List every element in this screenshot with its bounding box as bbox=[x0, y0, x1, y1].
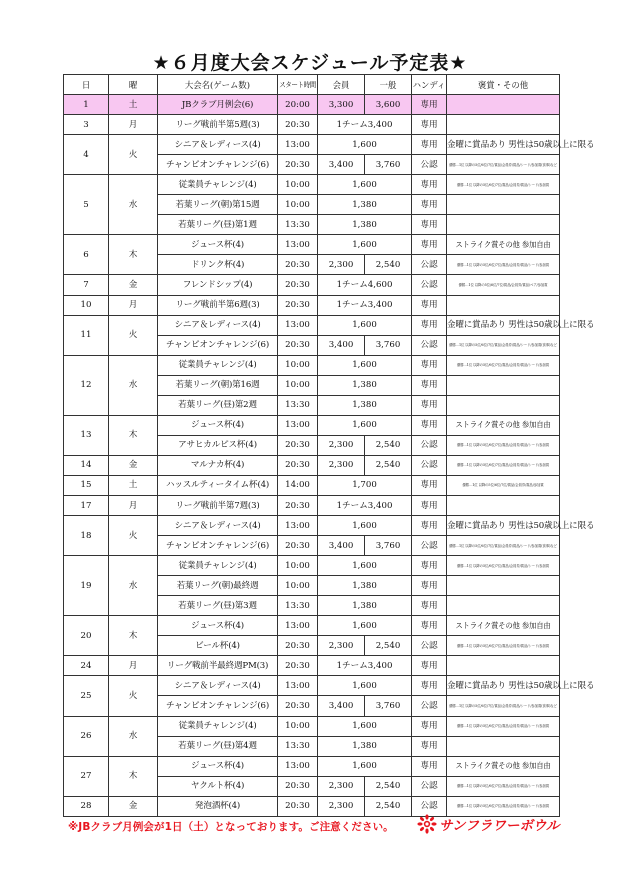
header-general-fee: 一般 bbox=[365, 75, 412, 95]
table-row bbox=[64, 516, 560, 536]
day-cell: 14 bbox=[64, 455, 109, 475]
prize-note-cell: 優勝…1位 以降の5位/6位/7位/賞品/会員券/賞品/シード/参加賞(食事)など bbox=[447, 696, 560, 716]
weekday-cell: 金 bbox=[109, 275, 158, 295]
fee-cell: 1,600 bbox=[318, 756, 412, 776]
header-weekday: 曜 bbox=[109, 75, 158, 95]
prize-note-cell: 金曜に賞品あり 男性は50歳以上に限る bbox=[447, 516, 560, 536]
event-name-cell: シニア＆レディース(4) bbox=[158, 676, 278, 696]
prize-note-cell bbox=[447, 656, 560, 676]
handicap-cell: 専用 bbox=[412, 495, 447, 515]
start-time-cell: 20:30 bbox=[278, 455, 318, 475]
event-name-cell: 従業員チャレンジ(4) bbox=[158, 355, 278, 375]
prize-note-cell: 金曜に賞品あり 男性は50歳以上に限る bbox=[447, 135, 560, 155]
handicap-cell: 専用 bbox=[412, 475, 447, 495]
handicap-cell: 専用 bbox=[412, 295, 447, 315]
handicap-cell: 専用 bbox=[412, 395, 447, 415]
day-cell: 20 bbox=[64, 616, 109, 656]
handicap-cell: 専用 bbox=[412, 656, 447, 676]
day-cell: 1 bbox=[64, 95, 109, 115]
handicap-cell: 専用 bbox=[412, 756, 447, 776]
handicap-cell: 専用 bbox=[412, 415, 447, 435]
team-fee-cell: 1チーム3,400 bbox=[318, 656, 412, 676]
table-row bbox=[64, 616, 560, 636]
member-fee-cell: 2,300 bbox=[318, 776, 365, 796]
start-time-cell: 20:30 bbox=[278, 696, 318, 716]
handicap-cell: 公認 bbox=[412, 155, 447, 175]
start-time-cell: 20:30 bbox=[278, 796, 318, 816]
start-time-cell: 13:30 bbox=[278, 395, 318, 415]
event-name-cell: 若葉リーグ(朝)最終週 bbox=[158, 576, 278, 596]
prize-note-cell: 優勝…1位 以降の5位/6位/7位/賞品/会員券/賞品/シード/参加賞 bbox=[447, 716, 560, 736]
handicap-cell: 専用 bbox=[412, 115, 447, 135]
day-cell: 4 bbox=[64, 135, 109, 175]
day-cell: 12 bbox=[64, 355, 109, 415]
member-fee-cell: 3,400 bbox=[318, 696, 365, 716]
start-time-cell: 13:30 bbox=[278, 736, 318, 756]
general-fee-cell: 2,540 bbox=[365, 455, 412, 475]
weekday-cell: 火 bbox=[109, 135, 158, 175]
start-time-cell: 13:00 bbox=[278, 616, 318, 636]
event-name-cell: チャンピオンチャレンジ(6) bbox=[158, 696, 278, 716]
prize-note-cell bbox=[447, 395, 560, 415]
day-cell: 3 bbox=[64, 115, 109, 135]
prize-note-cell bbox=[447, 576, 560, 596]
handicap-cell: 専用 bbox=[412, 736, 447, 756]
day-cell: 28 bbox=[64, 796, 109, 816]
day-cell: 25 bbox=[64, 676, 109, 716]
event-name-cell: ドリンク杯(4) bbox=[158, 255, 278, 275]
fee-cell: 1,600 bbox=[318, 716, 412, 736]
fee-cell: 1,700 bbox=[318, 475, 412, 495]
weekday-cell: 火 bbox=[109, 676, 158, 716]
weekday-cell: 木 bbox=[109, 616, 158, 656]
brand-name: サンフラワーボウル bbox=[439, 818, 560, 834]
prize-note-cell bbox=[447, 375, 560, 395]
handicap-cell: 専用 bbox=[412, 95, 447, 115]
general-fee-cell: 2,540 bbox=[365, 636, 412, 656]
start-time-cell: 13:00 bbox=[278, 415, 318, 435]
handicap-cell: 専用 bbox=[412, 235, 447, 255]
weekday-cell: 木 bbox=[109, 756, 158, 796]
fee-cell: 1,600 bbox=[318, 676, 412, 696]
event-name-cell: 若葉リーグ(昼)第4週 bbox=[158, 736, 278, 756]
weekday-cell: 火 bbox=[109, 516, 158, 556]
handicap-cell: 専用 bbox=[412, 516, 447, 536]
fee-cell: 1,380 bbox=[318, 395, 412, 415]
fee-cell: 1,600 bbox=[318, 315, 412, 335]
start-time-cell: 13:00 bbox=[278, 135, 318, 155]
event-name-cell: チャンピオンチャレンジ(6) bbox=[158, 155, 278, 175]
table-row bbox=[64, 295, 560, 315]
member-fee-cell: 2,300 bbox=[318, 796, 365, 816]
table-row bbox=[64, 556, 560, 576]
general-fee-cell: 3,600 bbox=[365, 95, 412, 115]
weekday-cell: 水 bbox=[109, 716, 158, 756]
footer-notice: ※JBクラブ月例会が1日（土）となっております。ご注意ください。 bbox=[68, 821, 394, 833]
prize-note-cell: 優勝…1位 以降の5位/6位/7位/賞品/会員券/賞品/シード/参加賞 bbox=[447, 355, 560, 375]
start-time-cell: 20:30 bbox=[278, 776, 318, 796]
day-cell: 15 bbox=[64, 475, 109, 495]
start-time-cell: 10:00 bbox=[278, 375, 318, 395]
prize-note-cell: 優勝…1位 以降の5位/6位/7位/賞品/会員券/賞品/シード/参加賞 bbox=[447, 796, 560, 816]
member-fee-cell: 2,300 bbox=[318, 435, 365, 455]
start-time-cell: 13:30 bbox=[278, 596, 318, 616]
table-row bbox=[64, 495, 560, 515]
day-cell: 11 bbox=[64, 315, 109, 355]
start-time-cell: 13:30 bbox=[278, 215, 318, 235]
team-fee-cell: 1チーム3,400 bbox=[318, 495, 412, 515]
prize-note-cell: ストライク賞その他 参加自由 bbox=[447, 235, 560, 255]
member-fee-cell: 2,300 bbox=[318, 455, 365, 475]
event-name-cell: リーグ戦前半最終週PM(3) bbox=[158, 656, 278, 676]
weekday-cell: 木 bbox=[109, 235, 158, 275]
start-time-cell: 10:00 bbox=[278, 556, 318, 576]
handicap-cell: 専用 bbox=[412, 315, 447, 335]
day-cell: 5 bbox=[64, 175, 109, 235]
start-time-cell: 20:30 bbox=[278, 495, 318, 515]
handicap-cell: 公認 bbox=[412, 455, 447, 475]
prize-note-cell bbox=[447, 95, 560, 115]
handicap-cell: 専用 bbox=[412, 676, 447, 696]
start-time-cell: 13:00 bbox=[278, 756, 318, 776]
fee-cell: 1,380 bbox=[318, 215, 412, 235]
header-member-fee: 会員 bbox=[318, 75, 365, 95]
event-name-cell: 若葉リーグ(昼)第3週 bbox=[158, 596, 278, 616]
table-row bbox=[64, 115, 560, 135]
day-cell: 19 bbox=[64, 556, 109, 616]
start-time-cell: 20:30 bbox=[278, 155, 318, 175]
brand-logo bbox=[417, 812, 559, 836]
day-cell: 27 bbox=[64, 756, 109, 796]
fee-cell: 1,600 bbox=[318, 355, 412, 375]
handicap-cell: 専用 bbox=[412, 195, 447, 215]
event-name-cell: ジュース杯(4) bbox=[158, 756, 278, 776]
event-name-cell: 従業員チャレンジ(4) bbox=[158, 175, 278, 195]
sunflower-icon bbox=[417, 814, 437, 834]
fee-cell: 1,380 bbox=[318, 596, 412, 616]
schedule-body bbox=[64, 95, 595, 817]
prize-note-cell: 優勝…1位 以降の5位/6位/7位/賞品/会員券/賞品/ペア/参加賞 bbox=[447, 275, 560, 295]
day-cell: 18 bbox=[64, 516, 109, 556]
event-name-cell: ビール杯(4) bbox=[158, 636, 278, 656]
event-name-cell: チャンピオンチャレンジ(6) bbox=[158, 335, 278, 355]
event-name-cell: 若葉リーグ(朝)第16週 bbox=[158, 375, 278, 395]
table-row bbox=[64, 235, 560, 255]
fee-cell: 1,600 bbox=[318, 135, 412, 155]
schedule-table bbox=[63, 74, 595, 817]
header-prizes: 褒賞・その他 bbox=[447, 75, 560, 95]
prize-note-cell: ストライク賞その他 参加自由 bbox=[447, 616, 560, 636]
prize-note-cell: ストライク賞その他 参加自由 bbox=[447, 756, 560, 776]
team-fee-cell: 1チーム3,400 bbox=[318, 295, 412, 315]
handicap-cell: 専用 bbox=[412, 576, 447, 596]
event-name-cell: 若葉リーグ(朝)第15週 bbox=[158, 195, 278, 215]
event-name-cell: リーグ戦前半第5週(3) bbox=[158, 115, 278, 135]
start-time-cell: 20:30 bbox=[278, 295, 318, 315]
event-name-cell: 若葉リーグ(昼)第1週 bbox=[158, 215, 278, 235]
day-cell: 10 bbox=[64, 295, 109, 315]
day-cell: 13 bbox=[64, 415, 109, 455]
day-cell: 6 bbox=[64, 235, 109, 275]
start-time-cell: 20:30 bbox=[278, 636, 318, 656]
table-row bbox=[64, 175, 560, 195]
prize-note-cell: 優勝…1位 以降の5位/6位/7位/賞品/会員券/賞品/シード/参加賞 bbox=[447, 556, 560, 576]
weekday-cell: 金 bbox=[109, 455, 158, 475]
handicap-cell: 専用 bbox=[412, 716, 447, 736]
page-title: ★６月度大会スケジュール予定表★ bbox=[152, 52, 468, 74]
member-fee-cell: 3,400 bbox=[318, 155, 365, 175]
prize-note-cell bbox=[447, 295, 560, 315]
weekday-cell: 水 bbox=[109, 355, 158, 415]
prize-note-cell: 優勝…1位 以降の5位/6位/7位/賞品/会員券/賞品/シード/参加賞 bbox=[447, 455, 560, 475]
start-time-cell: 20:30 bbox=[278, 656, 318, 676]
table-row bbox=[64, 756, 560, 776]
prize-note-cell bbox=[447, 115, 560, 135]
prize-note-cell: 優勝…1位 以降の5位/6位/7位/賞品/会員券/賞品/シード/参加賞 bbox=[447, 255, 560, 275]
handicap-cell: 専用 bbox=[412, 616, 447, 636]
start-time-cell: 10:00 bbox=[278, 716, 318, 736]
event-name-cell: 従業員チャレンジ(4) bbox=[158, 716, 278, 736]
fee-cell: 1,600 bbox=[318, 415, 412, 435]
start-time-cell: 20:30 bbox=[278, 115, 318, 135]
event-name-cell: リーグ戦前半第7週(3) bbox=[158, 495, 278, 515]
general-fee-cell: 2,540 bbox=[365, 255, 412, 275]
start-time-cell: 10:00 bbox=[278, 355, 318, 375]
start-time-cell: 10:00 bbox=[278, 195, 318, 215]
handicap-cell: 専用 bbox=[412, 175, 447, 195]
weekday-cell: 月 bbox=[109, 495, 158, 515]
table-row bbox=[64, 415, 560, 435]
prize-note-cell: 金曜に賞品あり 男性は50歳以上に限る bbox=[447, 676, 560, 696]
prize-note-cell: 優勝…1位 以降の5位/6位/7位/賞品/会員券/賞品/シード/参加賞 bbox=[447, 435, 560, 455]
start-time-cell: 13:00 bbox=[278, 235, 318, 255]
start-time-cell: 10:00 bbox=[278, 576, 318, 596]
fee-cell: 1,380 bbox=[318, 195, 412, 215]
prize-note-cell: 優勝…1位 以降の5位/6位/7位/賞品/会員券/賞品/シード/参加賞 bbox=[447, 636, 560, 656]
day-cell: 7 bbox=[64, 275, 109, 295]
event-name-cell: シニア＆レディース(4) bbox=[158, 516, 278, 536]
header-handicap: ハンディ bbox=[412, 75, 447, 95]
weekday-cell: 土 bbox=[109, 475, 158, 495]
prize-note-cell: 優勝…1位 以降の5位/6位/7位/賞品/会員券/賞品/シード/参加賞(食事)など bbox=[447, 536, 560, 556]
general-fee-cell: 2,540 bbox=[365, 796, 412, 816]
handicap-cell: 公認 bbox=[412, 796, 447, 816]
day-cell: 17 bbox=[64, 495, 109, 515]
prize-note-cell: 優勝…1位 以降の5位/6位/7位/賞品/会員券/賞品/シード/参加賞(食事)など bbox=[447, 335, 560, 355]
event-name-cell: ジュース杯(4) bbox=[158, 235, 278, 255]
table-row bbox=[64, 716, 560, 736]
event-name-cell: シニア＆レディース(4) bbox=[158, 315, 278, 335]
member-fee-cell: 3,400 bbox=[318, 335, 365, 355]
general-fee-cell: 3,760 bbox=[365, 696, 412, 716]
header-start-time: スタート時間 bbox=[278, 75, 318, 95]
event-name-cell: ジュース杯(4) bbox=[158, 415, 278, 435]
general-fee-cell: 3,760 bbox=[365, 536, 412, 556]
fee-cell: 1,380 bbox=[318, 576, 412, 596]
event-name-cell: チャンピオンチャレンジ(6) bbox=[158, 536, 278, 556]
weekday-cell: 水 bbox=[109, 556, 158, 616]
fee-cell: 1,600 bbox=[318, 516, 412, 536]
start-time-cell: 20:30 bbox=[278, 275, 318, 295]
weekday-cell: 木 bbox=[109, 415, 158, 455]
prize-note-cell: ストライク賞その他 参加自由 bbox=[447, 415, 560, 435]
prize-note-cell bbox=[447, 495, 560, 515]
fee-cell: 1,600 bbox=[318, 556, 412, 576]
handicap-cell: 専用 bbox=[412, 355, 447, 375]
start-time-cell: 20:30 bbox=[278, 335, 318, 355]
handicap-cell: 公認 bbox=[412, 696, 447, 716]
start-time-cell: 20:30 bbox=[278, 536, 318, 556]
weekday-cell: 水 bbox=[109, 175, 158, 235]
event-name-cell: フレンドシップ(4) bbox=[158, 275, 278, 295]
general-fee-cell: 2,540 bbox=[365, 435, 412, 455]
table-row bbox=[64, 656, 560, 676]
event-name-cell: リーグ戦前半第6週(3) bbox=[158, 295, 278, 315]
table-row bbox=[64, 455, 560, 475]
table-row bbox=[64, 475, 560, 495]
event-name-cell: マルナカ杯(4) bbox=[158, 455, 278, 475]
table-row bbox=[64, 315, 560, 335]
handicap-cell: 専用 bbox=[412, 375, 447, 395]
table-row bbox=[64, 355, 560, 375]
handicap-cell: 専用 bbox=[412, 135, 447, 155]
fee-cell: 1,600 bbox=[318, 235, 412, 255]
handicap-cell: 公認 bbox=[412, 255, 447, 275]
start-time-cell: 13:00 bbox=[278, 315, 318, 335]
fee-cell: 1,380 bbox=[318, 375, 412, 395]
handicap-cell: 公認 bbox=[412, 776, 447, 796]
weekday-cell: 火 bbox=[109, 315, 158, 355]
general-fee-cell: 2,540 bbox=[365, 776, 412, 796]
general-fee-cell: 3,760 bbox=[365, 335, 412, 355]
event-name-cell: ジュース杯(4) bbox=[158, 616, 278, 636]
table-row bbox=[64, 135, 560, 155]
start-time-cell: 13:00 bbox=[278, 516, 318, 536]
header-event-name: 大会名(ゲーム数) bbox=[158, 75, 278, 95]
weekday-cell: 月 bbox=[109, 115, 158, 135]
prize-note-cell bbox=[447, 215, 560, 235]
day-cell: 26 bbox=[64, 716, 109, 756]
general-fee-cell: 3,760 bbox=[365, 155, 412, 175]
weekday-cell: 土 bbox=[109, 95, 158, 115]
prize-note-cell: 優勝…1位 以降の5位/6位/7位/賞品/会員券/賞品/シード/参加賞(食事)など bbox=[447, 155, 560, 175]
handicap-cell: 公認 bbox=[412, 636, 447, 656]
member-fee-cell: 3,400 bbox=[318, 536, 365, 556]
weekday-cell: 月 bbox=[109, 656, 158, 676]
day-cell: 24 bbox=[64, 656, 109, 676]
event-name-cell: 若葉リーグ(昼)第2週 bbox=[158, 395, 278, 415]
fee-cell: 1,380 bbox=[318, 736, 412, 756]
event-name-cell: 発泡酒杯(4) bbox=[158, 796, 278, 816]
prize-note-cell: 優勝…1位 以降の5位/6位/7位/賞品/会員券/賞品/シード/参加賞 bbox=[447, 175, 560, 195]
start-time-cell: 20:30 bbox=[278, 435, 318, 455]
handicap-cell: 公認 bbox=[412, 536, 447, 556]
start-time-cell: 20:00 bbox=[278, 95, 318, 115]
event-name-cell: アサヒカルピス杯(4) bbox=[158, 435, 278, 455]
handicap-cell: 公認 bbox=[412, 335, 447, 355]
team-fee-cell: 1チーム3,400 bbox=[318, 115, 412, 135]
header-day: 日 bbox=[64, 75, 109, 95]
fee-cell: 1,600 bbox=[318, 175, 412, 195]
prize-note-cell bbox=[447, 596, 560, 616]
start-time-cell: 20:30 bbox=[278, 255, 318, 275]
weekday-cell: 月 bbox=[109, 295, 158, 315]
table-row bbox=[64, 95, 560, 115]
prize-note-cell bbox=[447, 736, 560, 756]
weekday-cell: 金 bbox=[109, 796, 158, 816]
member-fee-cell: 2,300 bbox=[318, 636, 365, 656]
prize-note-cell: 金曜に賞品あり 男性は50歳以上に限る bbox=[447, 315, 560, 335]
event-name-cell: JBクラブ月例会(6) bbox=[158, 95, 278, 115]
handicap-cell: 公認 bbox=[412, 275, 447, 295]
handicap-cell: 公認 bbox=[412, 435, 447, 455]
handicap-cell: 専用 bbox=[412, 596, 447, 616]
fee-cell: 1,600 bbox=[318, 616, 412, 636]
table-row bbox=[64, 676, 560, 696]
handicap-cell: 専用 bbox=[412, 556, 447, 576]
start-time-cell: 13:00 bbox=[278, 676, 318, 696]
event-name-cell: シニア＆レディース(4) bbox=[158, 135, 278, 155]
start-time-cell: 10:00 bbox=[278, 175, 318, 195]
prize-note-cell bbox=[447, 195, 560, 215]
event-name-cell: ヤクルト杯(4) bbox=[158, 776, 278, 796]
header-row bbox=[64, 75, 560, 95]
team-fee-cell: 1チーム4,600 bbox=[318, 275, 412, 295]
prize-note-cell: 優勝…1位 以降の5位/6位/7位/賞品/会員券/賞品/シード/参加賞 bbox=[447, 776, 560, 796]
start-time-cell: 14:00 bbox=[278, 475, 318, 495]
event-name-cell: ハッスルティータイム杯(4) bbox=[158, 475, 278, 495]
handicap-cell: 専用 bbox=[412, 215, 447, 235]
event-name-cell: 従業員チャレンジ(4) bbox=[158, 556, 278, 576]
prize-note-cell: 優勝…1位 以降の5位/6位/7位/賞品/会員券/賞品/参加賞 bbox=[447, 475, 560, 495]
member-fee-cell: 2,300 bbox=[318, 255, 365, 275]
table-row bbox=[64, 275, 560, 295]
member-fee-cell: 3,300 bbox=[318, 95, 365, 115]
